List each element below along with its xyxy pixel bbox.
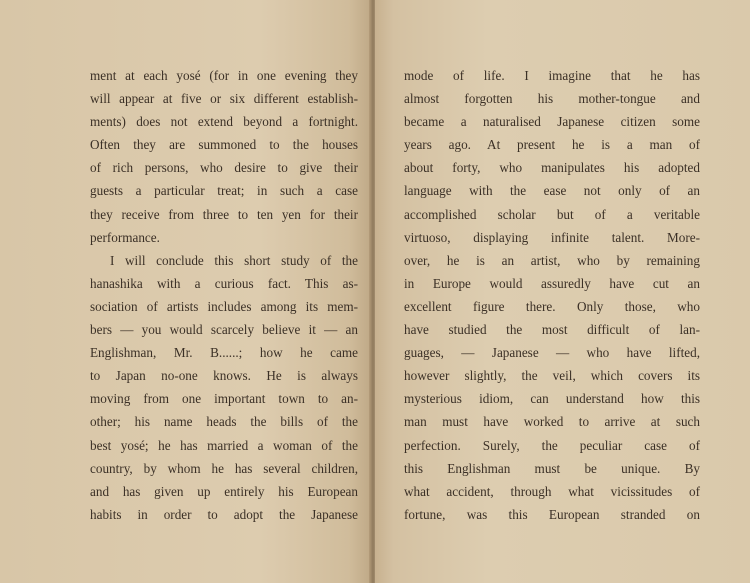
text-line: best yosé; he has married a woman of the <box>90 437 358 453</box>
text-line: of rich persons, who desire to give their <box>90 160 358 176</box>
text-line: guages, — Japanese — who have lifted, <box>404 345 700 361</box>
text-line: fortune, was this European stranded on <box>404 506 700 522</box>
text-line: I will conclude this short study of the <box>110 252 358 268</box>
text-line: and has given up entirely his European <box>90 483 358 499</box>
text-line: to Japan no-one knows. He is always <box>90 368 358 384</box>
text-line: sociation of artists includes among its mem- <box>90 298 358 314</box>
text-line: almost forgotten his mother-tongue and <box>404 91 700 107</box>
text-line: mysterious idiom, can understand how this <box>404 391 700 407</box>
text-line: hanashika with a curious fact. This as- <box>90 275 358 291</box>
text-line: over, he is an artist, who by remaining <box>404 252 700 268</box>
text-line: accomplished scholar but of a veritable <box>404 206 700 222</box>
text-line: country, by whom he has several children, <box>90 460 358 476</box>
text-line: ments) does not extend beyond a fortnight. <box>90 114 358 130</box>
text-line: Often they are summoned to the houses <box>90 137 358 153</box>
text-line: they receive from three to ten yen for their <box>90 206 358 222</box>
text-line: bers — you would scarcely believe it — an <box>90 322 358 338</box>
text-line: habits in order to adopt the Japanese <box>90 506 358 522</box>
right-page-text <box>404 64 700 526</box>
text-line: mode of life. I imagine that he has <box>404 68 700 83</box>
text-line: virtuoso, displaying infinite talent. More- <box>404 229 700 245</box>
text-line: language with the ease not only of an <box>404 183 700 199</box>
text-line: other; his name heads the bills of the <box>90 414 358 430</box>
text-line: ment at each yosé (for in one evening they <box>90 68 358 83</box>
text-line: however slightly, the veil, which covers its <box>404 368 700 384</box>
text-line: moving from one important town to an- <box>90 391 358 407</box>
text-line: man must have worked to arrive at such <box>404 414 700 430</box>
text-line: in Europe would assuredly have cut an <box>404 275 700 291</box>
text-line: about forty, who manipulates his adopted <box>404 160 700 176</box>
left-page-text <box>90 64 358 526</box>
text-line: this Englishman must be unique. By <box>404 460 700 476</box>
text-line: will appear at five or six different establish- <box>90 91 358 107</box>
text-line: performance. <box>90 229 160 245</box>
right-page <box>375 0 750 583</box>
text-line: years ago. At present he is a man of <box>404 137 700 153</box>
text-line: became a naturalised Japanese citizen some <box>404 114 700 130</box>
text-line: Englishman, Mr. B......; how he came <box>90 345 358 361</box>
left-page <box>0 0 371 583</box>
text-line: have studied the most difficult of lan- <box>404 322 700 338</box>
text-line: excellent figure there. Only those, who <box>404 298 700 314</box>
text-line: perfection. Surely, the peculiar case of <box>404 437 700 453</box>
text-line: what accident, through what vicissitudes of <box>404 483 700 499</box>
text-line: guests a particular treat; in such a case <box>90 183 358 199</box>
